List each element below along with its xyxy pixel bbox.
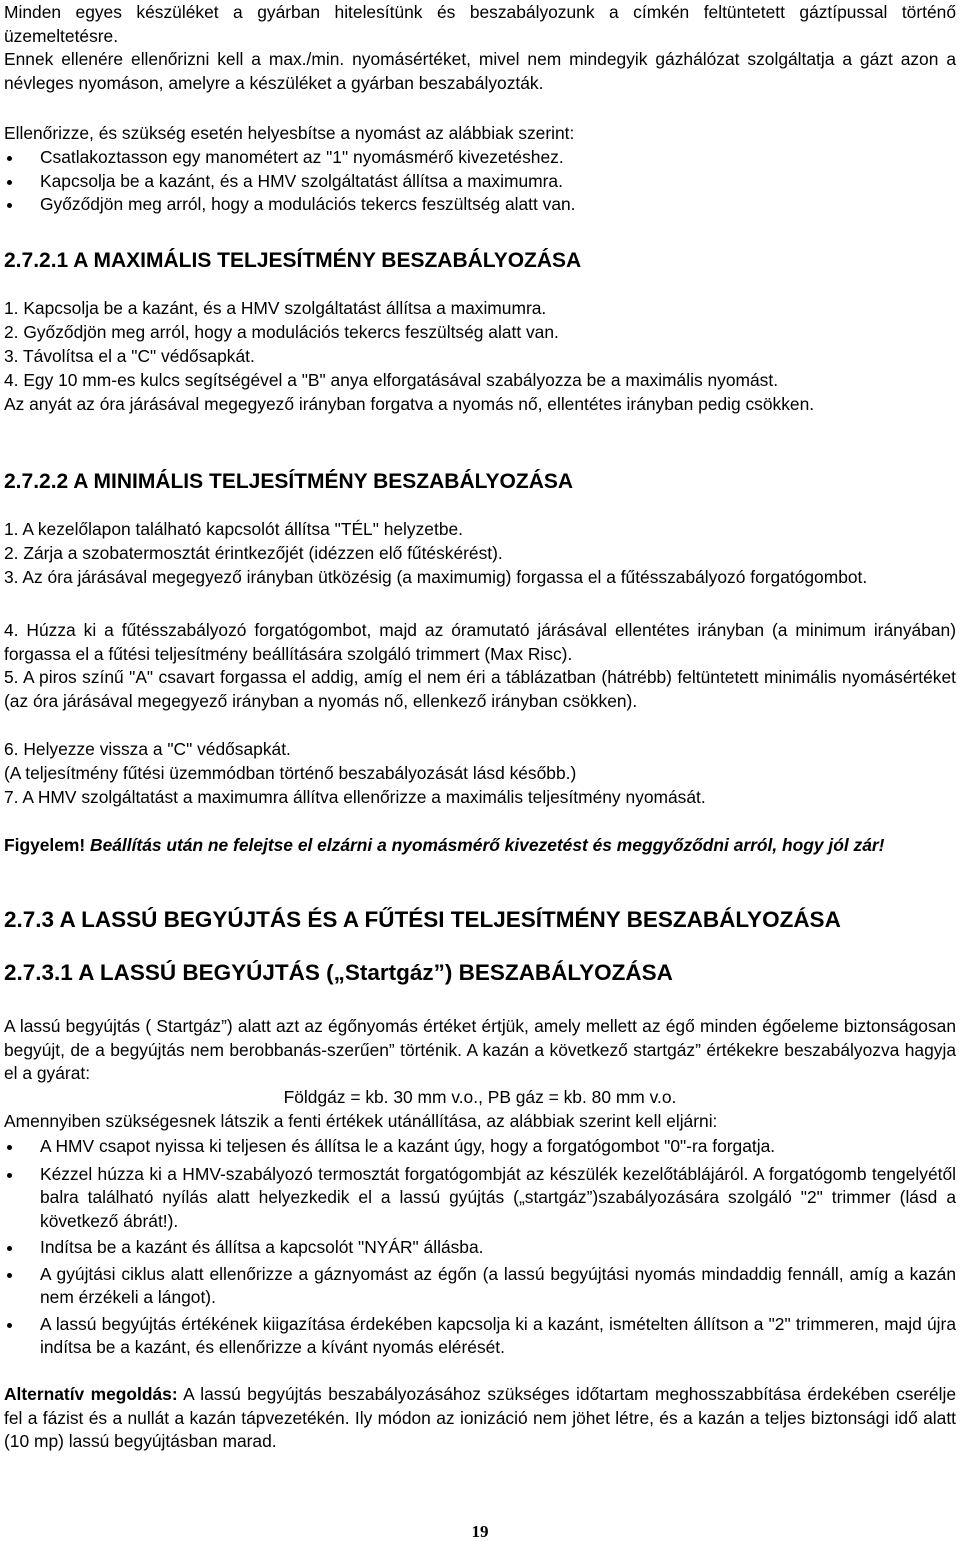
- min-step-3: 3. Az óra járásával megegyező irányban ütközésig (a maximumig) forgassa el a fűtésszabályozó forgatógombot.: [4, 567, 868, 587]
- alternative-label: Alternatív megoldás:: [4, 1384, 178, 1404]
- list-item: Kézzel húzza ki a HMV-szabályozó termosztát forgatógombját az készülék kezelőtáblájáról. A forgatógomb tengelyétől balra található nyílás alatt helyezkedik el a lassú gyújtás („startgáz”)szabályozására szolgáló "2" trimmer (lásd a következő ábrát!).: [4, 1163, 956, 1234]
- min-step-5: 5. A piros színű "A" csavart forgassa el addig, amíg el nem éri a táblázatban (hátrébb) feltüntetett minimális nyomásértéket (az óra járásával megegyező irányban a nyomás nő, ellenkező irányban csökken).: [4, 667, 956, 711]
- startgas-intro: A lassú begyújtás ( Startgáz”) alatt azt az égőnyomás értéket értjük, amely mellett az égő minden égőeleme biztonságosan begyújt, de a begyújtás nem berobbanás-szerűen” történik. A kazán a következő startgáz” értékekre beszabályozva hagyja el a gyárat:: [4, 1016, 956, 1083]
- intro-paragraph-1: Minden egyes készüléket a gyárban hitelesítünk és beszabályozunk a címkén feltüntetett gáztípussal történő üzemeltetésre.: [4, 2, 956, 46]
- min-step-7: 7. A HMV szolgáltatást a maximumra állítva ellenőrizze a maximális teljesítmény nyomását.: [4, 787, 706, 807]
- max-step-1: 1. Kapcsolja be a kazánt, és a HMV szolgáltatást állítsa a maximumra.: [4, 298, 547, 318]
- min-step-note: (A teljesítmény fűtési üzemmódban történő beszabályozását lásd később.): [4, 763, 577, 783]
- section-heading-max-power: 2.7.2.1 A MAXIMÁLIS TELJESÍTMÉNY BESZABÁLYOZÁSA: [4, 249, 582, 272]
- section-heading-min-power: 2.7.2.2 A MINIMÁLIS TELJESÍTMÉNY BESZABÁLYOZÁSA: [4, 470, 574, 493]
- check-bullet-list: [4, 146, 956, 217]
- list-item: Kapcsolja be a kazánt, és a HMV szolgáltatást állítsa a maximumra.: [4, 170, 956, 194]
- min-step-6: 6. Helyezze vissza a "C" védősapkát.: [4, 739, 291, 759]
- warning-label: Figyelem!: [4, 835, 86, 855]
- list-item: Csatlakoztasson egy manométert az "1" nyomásmérő kivezetéshez.: [4, 146, 956, 170]
- page-number: 19: [471, 1522, 489, 1541]
- startgas-values: Földgáz = kb. 30 mm v.o., PB gáz = kb. 80 mm v.o.: [283, 1087, 677, 1107]
- warning-text: Beállítás után ne felejtse el elzárni a nyomásmérő kivezetést és meggyőződni arról, hogy jól zár!: [85, 835, 885, 855]
- max-step-3: 3. Távolítsa el a "C" védősapkát.: [4, 346, 255, 366]
- alternative-paragraph: [4, 1383, 956, 1454]
- max-step-2: 2. Győződjön meg arról, hogy a modulációs tekercs feszültség alatt van.: [4, 322, 559, 342]
- max-step-4: 4. Egy 10 mm-es kulcs segítségével a "B" anya elforgatásával szabályozza be a maximális nyomást.: [4, 370, 779, 390]
- min-step-1: 1. A kezelőlapon található kapcsolót állítsa "TÉL" helyzetbe.: [4, 519, 463, 539]
- intro-paragraph-2: Ennek ellenére ellenőrizni kell a max./min. nyomásértéket, mivel nem mindegyik gázhálózat szolgáltatja a gázt azon a névleges nyomáson, amelyre a készüléket a gyárban beszabályozták.: [4, 49, 956, 93]
- procedure-lead: Amennyiben szükségesnek látszik a fenti értékek utánállítása, az alábbiak szerint kell eljárni:: [4, 1111, 718, 1131]
- list-item: Győződjön meg arról, hogy a modulációs tekercs feszültség alatt van.: [4, 193, 956, 217]
- procedure-bullet-list: [4, 1135, 956, 1360]
- check-lead: Ellenőrizze, és szükség esetén helyesbítse a nyomást az alábbiak szerint:: [4, 123, 575, 143]
- min-step-4: 4. Húzza ki a fűtésszabályozó forgatógombot, majd az óramutató járásával ellentétes irányban (a minimum irányában) forgassa el a fűtési teljesítmény beállítására szolgáló trimmert (Max Risc).: [4, 620, 956, 664]
- list-item: Indítsa be a kazánt és állítsa a kapcsolót "NYÁR" állásba.: [4, 1236, 956, 1260]
- warning-paragraph: [4, 834, 956, 858]
- list-item: A HMV csapot nyissa ki teljesen és állítsa le a kazánt úgy, hogy a forgatógombot "0"-ra forgatja.: [4, 1135, 956, 1159]
- section-heading-slow-ignition: 2.7.3 A LASSÚ BEGYÚJTÁS ÉS A FŰTÉSI TELJESÍTMÉNY BESZABÁLYOZÁSA: [4, 907, 841, 932]
- list-item: A lassú begyújtás értékének kiigazítása érdekében kapcsolja ki a kazánt, ismételten állítson a "2" trimmeren, majd újra indítsa be a kazánt, és ellenőrizze a kívánt nyomás elérését.: [4, 1313, 956, 1360]
- max-step-note: Az anyát az óra járásával megegyező irányban forgatva a nyomás nő, ellentétes irányban pedig csökken.: [4, 394, 815, 414]
- list-item: A gyújtási ciklus alatt ellenőrizze a gáznyomást az égőn (a lassú begyújtási nyomás mindaddig fennáll, amíg a kazán nem érzékeli a lángot).: [4, 1263, 956, 1310]
- subsection-heading-startgas: 2.7.3.1 A LASSÚ BEGYÚJTÁS („Startgáz”) BESZABÁLYOZÁSA: [4, 960, 673, 985]
- alternative-text: A lassú begyújtás beszabályozásához szükséges időtartam meghosszabbítása érdekében cserélje fel a fázist és a nullát a kazán tápvezetékén. Ily módon az ionizáció nem jöhet létre, és a kazán a teljes biztonsági idő alatt (10 mp) lassú begyújtásban marad.: [4, 1384, 956, 1451]
- min-step-2: 2. Zárja a szobatermosztát érintkezőjét (idézzen elő fűtéskérést).: [4, 543, 503, 563]
